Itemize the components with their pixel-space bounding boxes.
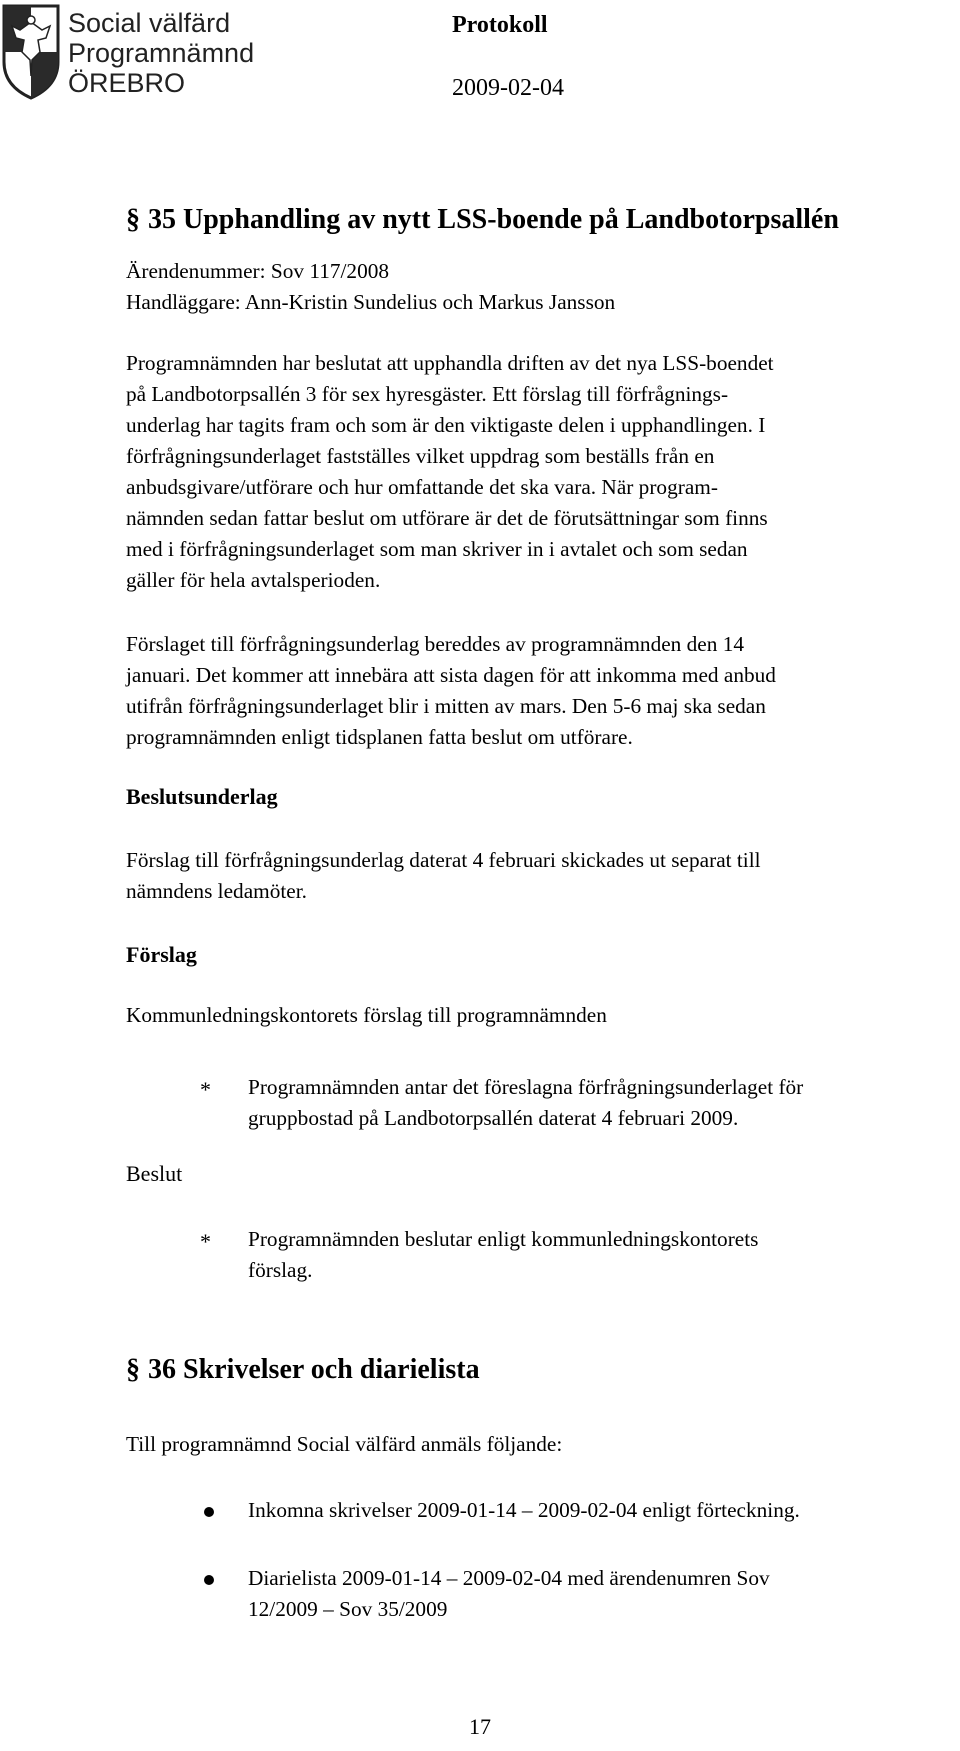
case-number: Ärendenummer: Sov 117/2008 xyxy=(126,259,390,283)
proposal-item xyxy=(248,1072,948,1134)
asterisk-marker: * xyxy=(200,1229,211,1254)
text-line: Till programnämnd Social välfärd anmäls följande: xyxy=(126,1432,563,1456)
text-line: förfrågningsunderlaget fastställes vilket uppdrag som beställs från en xyxy=(126,444,715,468)
case-info xyxy=(126,256,946,318)
basis-heading: Beslutsunderlag xyxy=(126,784,278,809)
org-name-line-1: Social välfärd xyxy=(68,8,231,38)
text-line: Diarielista 2009-01-14 – 2009-02-04 med ärendenumren Sov xyxy=(248,1566,770,1590)
text-line: Programnämnden antar det föreslagna förfrågningsunderlaget för xyxy=(248,1075,804,1099)
org-name-line-2: Programnämnd xyxy=(68,38,255,68)
section-35-heading xyxy=(126,204,839,236)
text-line: med i förfrågningsunderlaget som man skriver in i avtalet och som sedan xyxy=(126,537,748,561)
text-line: gruppbostad på Landbotorpsallén daterat 4 februari 2009. xyxy=(248,1106,739,1130)
text-line: utifrån förfrågningsunderlaget blir i mitten av mars. Den 5-6 maj ska sedan xyxy=(126,694,766,718)
section-36-intro xyxy=(126,1429,946,1460)
text-line: anbudsgivare/utförare och hur omfattande det ska vara. När program- xyxy=(126,475,718,499)
text-line: Programnämnden beslutar enligt kommunledningskontorets xyxy=(248,1227,759,1251)
section-36-heading xyxy=(126,1354,480,1386)
paragraph-timeline xyxy=(126,629,946,753)
document-date: 2009-02-04 xyxy=(452,75,564,101)
case-handler: Handläggare: Ann-Kristin Sundelius och Markus Jansson xyxy=(126,290,616,314)
section-sign: § xyxy=(126,204,140,235)
text-line: Inkomna skrivelser 2009-01-14 – 2009-02-04 enligt förteckning. xyxy=(248,1498,800,1522)
text-line: underlag har tagits fram och som är den viktigaste delen i upphandlingen. I xyxy=(126,413,766,437)
list-item xyxy=(248,1563,948,1625)
coat-of-arms-logo xyxy=(0,0,62,100)
text-line: januari. Det kommer att innebära att sista dagen för att inkomma med anbud xyxy=(126,663,776,687)
org-name-line-3: ÖREBRO xyxy=(68,68,186,98)
section-sign: § xyxy=(126,1354,140,1385)
basis-text xyxy=(126,845,946,907)
document-type: Protokoll xyxy=(452,12,548,38)
proposal-heading: Förslag xyxy=(126,942,197,967)
list-item xyxy=(248,1495,948,1526)
text-line: 12/2009 – Sov 35/2009 xyxy=(248,1597,448,1621)
text-line: nämnden sedan fattar beslut om utförare är det de förutsättningar som finns xyxy=(126,506,768,530)
text-line: förslag. xyxy=(248,1258,313,1282)
section-35-title: 35 Upphandling av nytt LSS-boende på Landbotorpsallén xyxy=(148,204,839,235)
paragraph-background xyxy=(126,348,946,596)
bullet-icon xyxy=(204,1507,214,1517)
text-line: programnämnden enligt tidsplanen fatta beslut om utförare. xyxy=(126,725,633,749)
text-line: Förslaget till förfrågningsunderlag bereddes av programnämnden den 14 xyxy=(126,632,745,656)
asterisk-marker: * xyxy=(200,1077,211,1102)
text-line: på Landbotorpsallén 3 för sex hyresgäster. Ett förslag till förfrågnings- xyxy=(126,382,729,406)
text-line: nämndens ledamöter. xyxy=(126,879,307,903)
proposal-intro xyxy=(126,1000,946,1031)
text-line: Programnämnden har beslutat att upphandla driften av det nya LSS-boendet xyxy=(126,351,774,375)
text-line: gäller för hela avtalsperioden. xyxy=(126,568,381,592)
page-number: 17 xyxy=(469,1714,491,1739)
text-line: Kommunledningskontorets förslag till programnämnden xyxy=(126,1003,607,1027)
decision-heading: Beslut xyxy=(126,1161,183,1186)
bullet-icon xyxy=(204,1575,214,1585)
decision-item xyxy=(248,1224,948,1286)
section-36-title: 36 Skrivelser och diarielista xyxy=(148,1354,480,1385)
text-line: Förslag till förfrågningsunderlag daterat 4 februari skickades ut separat till xyxy=(126,848,761,872)
